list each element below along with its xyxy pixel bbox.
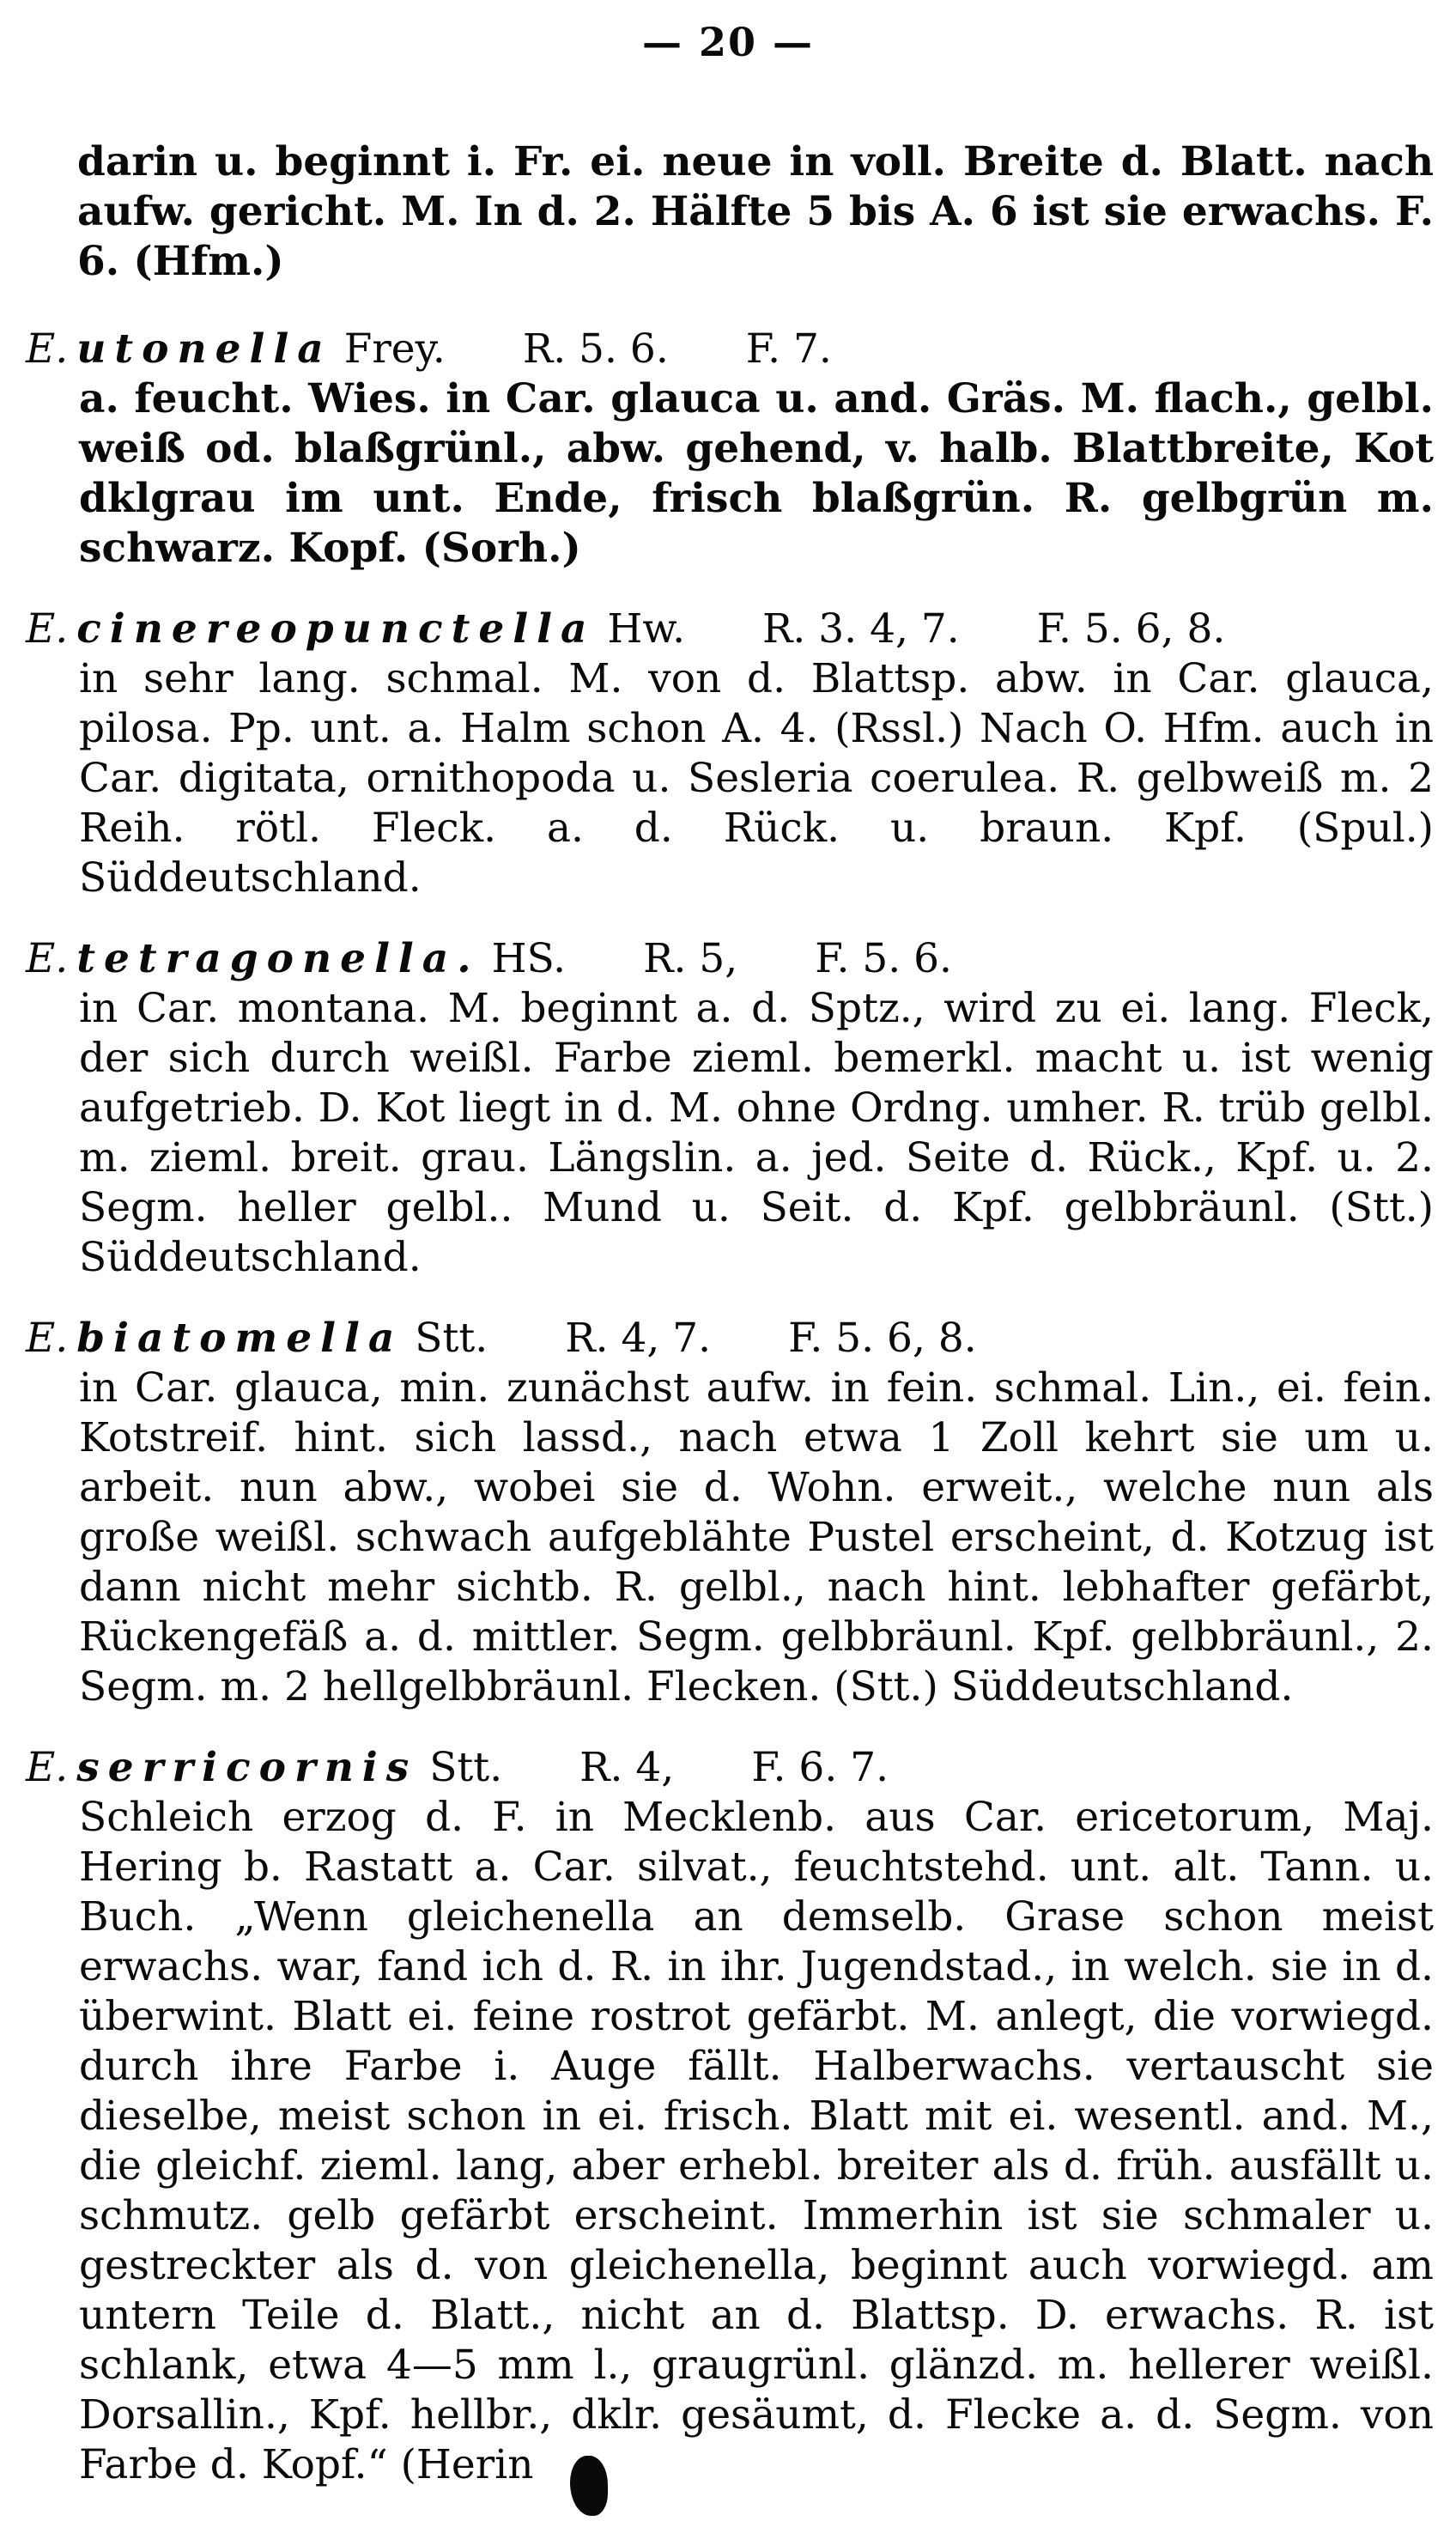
author: Stt.	[415, 1315, 488, 1362]
genus-abbrev: E.	[26, 605, 69, 653]
entry-description: a. feucht. Wies. in Car. glauca u. and. Gräs. M. flach., gelbl. weiß od. blaßgrünl., abw. gehend, v. halb. Blattbreite, Kot dklgrau im unt. Ende, frisch blaßgrün. R. gelbgrün m. schwarz. Kopf. (Sorh.)	[79, 375, 1434, 572]
flight-months: F. 5. 6.	[815, 935, 952, 982]
genus-abbrev: E.	[26, 325, 69, 373]
larva-months: R. 4, 7.	[565, 1315, 712, 1362]
entry-heading	[26, 1743, 1434, 1793]
entry-heading	[26, 1314, 1434, 1364]
species-name: utonella	[76, 325, 332, 373]
author: HS.	[491, 935, 567, 982]
continuation-text: darin u. beginnt i. Fr. ei. neue in voll. Breite d. Blatt. nach aufw. gericht. M. In d. 2. Hälfte 5 bis A. 6 ist sie erwachs. F. 6. (Hfm.)	[77, 138, 1434, 285]
entry-description: in Car. glauca, min. zunächst aufw. in fein. schmal. Lin., ei. fein. Kotstreif. hint. sich lassd., nach etwa 1 Zoll kehrt sie um u. arbeit. nun abw., wobei sie d. Wohn. erweit., welche nun als große weißl. schwach aufgeblähte Pustel erscheint, d. Kotzug ist dann nicht mehr sichtb. R. gelbl., nach hint. lebhafter gefärbt, Rückengefäß a. d. mittler. Segm. gelbbräunl. Kpf. gelbbräunl., 2. Segm. m. 2 hellgelbbräunl. Flecken. (Stt.) Süddeutschland.	[79, 1364, 1434, 1710]
larva-months: R. 4,	[579, 1744, 675, 1791]
larva-months: R. 5,	[643, 935, 738, 982]
entry-heading	[26, 325, 1434, 374]
flight-months: F. 6. 7.	[751, 1744, 889, 1791]
continuation-paragraph	[26, 137, 1434, 287]
species-name: serricornis	[76, 1744, 418, 1791]
entry-heading	[26, 604, 1434, 654]
flight-months: F. 5. 6, 8.	[788, 1315, 977, 1362]
species-name: biatomella	[76, 1315, 403, 1362]
species-entry-biatomella	[26, 1314, 1434, 1712]
species-name: cinereopunctella	[76, 605, 596, 653]
author: Frey.	[343, 325, 446, 373]
larva-months: R. 3. 4, 7.	[762, 605, 960, 653]
species-entry-utonella	[26, 325, 1434, 574]
author: Stt.	[429, 1744, 503, 1791]
genus-abbrev: E.	[26, 935, 69, 982]
species-name: tetragonella.	[76, 935, 480, 982]
genus-abbrev: E.	[26, 1744, 69, 1791]
entry-description: in sehr lang. schmal. M. von d. Blattsp. abw. in Car. glauca, pilosa. Pp. unt. a. Halm schon A. 4. (Rssl.) Nach O. Hfm. auch in Car. digitata, ornithopoda u. Sesleria coerulea. R. gelbweiß m. 2 Reih. rötl. Fleck. a. d. Rück. u. braun. Kpf. (Spul.) Süddeutschland.	[79, 655, 1434, 902]
entry-description: Schleich erzog d. F. in Mecklenb. aus Car. ericetorum, Maj. Hering b. Rastatt a. Car. silvat., feuchtstehd. unt. alt. Tann. u. Buch. „Wenn gleichenella an demselb. Grase schon meist erwachs. war, fand ich d. R. in ihr. Jugendstad., in welch. sie in d. überwint. Blatt ei. feine rostrot gefärbt. M. anlegt, die vorwiegd. durch ihre Farbe i. Auge fällt. Halberwachs. vertauscht sie dieselbe, meist schon in ei. frisch. Blatt mit ei. wesentl. and. M., die gleichf. zieml. lang, aber erhebl. breiter als d. früh. ausfällt u. schmutz. gelb gefärbt erscheint. Immerhin ist sie schmaler u. gestreckter als d. von gleichenella, beginnt auch vorwiegd. am untern Teile d. Blatt., nicht an d. Blattsp. D. erwachs. R. ist schlank, etwa 4—5 mm l., graugrünl. glänzd. m. hellerer weißl. Dorsallin., Kpf. hellbr., dklr. gesäumt, d. Flecke a. d. Segm. von Farbe d. Kopf.“ (Herin	[79, 1794, 1434, 2488]
genus-abbrev: E.	[26, 1315, 69, 1362]
author: Hw.	[607, 605, 686, 653]
flight-months: F. 5. 6, 8.	[1036, 605, 1226, 653]
species-entry-cinereopunctella	[26, 604, 1434, 903]
page-number: — 20 —	[641, 19, 815, 65]
page-content	[26, 137, 1434, 2521]
entry-heading	[26, 934, 1434, 984]
entry-description: in Car. montana. M. beginnt a. d. Sptz., wird zu ei. lang. Fleck, der sich durch weißl. Farbe zieml. bemerkl. macht u. ist wenig aufgetrieb. D. Kot liegt in d. M. ohne Ordng. umher. R. trüb gelbl. m. zieml. breit. grau. Längslin. a. jed. Seite d. Rück., Kpf. u. 2. Segm. heller gelbl.. Mund u. Seit. d. Kpf. gelbbräunl. (Stt.) Süddeutschland.	[79, 985, 1434, 1281]
species-entry-tetragonella	[26, 934, 1434, 1283]
flight-months: F. 7.	[745, 325, 832, 373]
species-entry-serricornis	[26, 1743, 1434, 2490]
larva-months: R. 5. 6.	[522, 325, 669, 373]
